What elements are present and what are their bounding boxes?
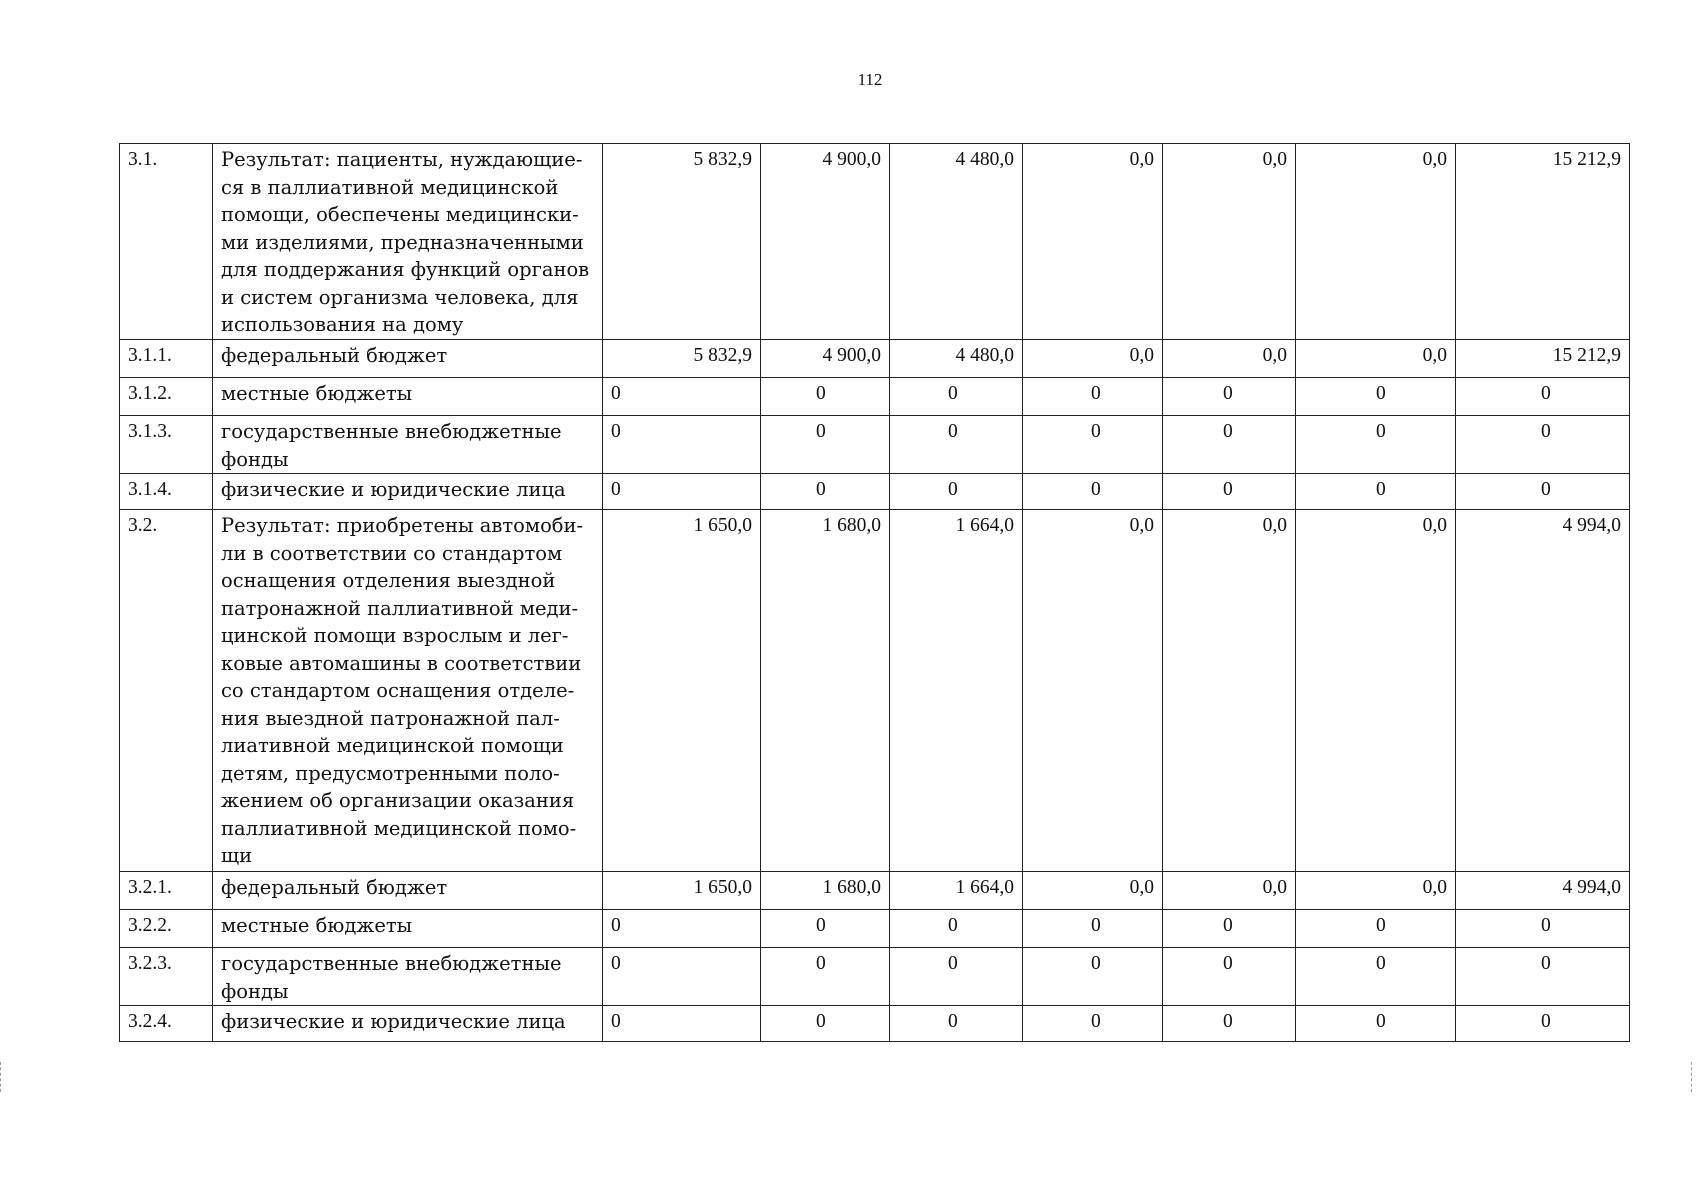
row-description: государственные внебюджетные фонды bbox=[213, 416, 603, 474]
value-cell: 0 bbox=[761, 1006, 890, 1042]
value-cell: 0,0 bbox=[1023, 872, 1163, 910]
value-cell: 0 bbox=[761, 948, 890, 1006]
value-cell: 0 bbox=[1456, 474, 1630, 510]
value-cell: 0 bbox=[603, 910, 761, 948]
value-cell: 0,0 bbox=[1023, 510, 1163, 872]
value-cell: 0 bbox=[1296, 378, 1456, 416]
value-cell: 0 bbox=[603, 378, 761, 416]
value-cell: 4 480,0 bbox=[890, 340, 1023, 378]
value-cell: 0 bbox=[1456, 378, 1630, 416]
row-number: 3.1.1. bbox=[120, 340, 213, 378]
value-cell: 4 900,0 bbox=[761, 340, 890, 378]
value-cell: 0 bbox=[1456, 948, 1630, 1006]
table-row bbox=[120, 378, 1630, 416]
row-number: 3.2.4. bbox=[120, 1006, 213, 1042]
page-number: 112 bbox=[857, 70, 883, 89]
value-cell: 0 bbox=[603, 416, 761, 474]
value-cell: 0 bbox=[890, 910, 1023, 948]
value-cell: 0,0 bbox=[1163, 340, 1296, 378]
value-cell: 0 bbox=[1296, 1006, 1456, 1042]
value-cell: 0 bbox=[761, 910, 890, 948]
row-description: государственные внебюджетные фонды bbox=[213, 948, 603, 1006]
value-cell: 0 bbox=[1296, 416, 1456, 474]
table-row bbox=[120, 510, 1630, 872]
value-cell: 0,0 bbox=[1163, 510, 1296, 872]
row-number: 3.2. bbox=[120, 510, 213, 872]
value-cell: 4 994,0 bbox=[1456, 510, 1630, 872]
value-cell: 0 bbox=[1163, 1006, 1296, 1042]
value-cell: 0 bbox=[1163, 910, 1296, 948]
table-row bbox=[120, 1006, 1630, 1042]
row-description: федеральный бюджет bbox=[213, 872, 603, 910]
row-number: 3.1. bbox=[120, 144, 213, 340]
value-cell: 0 bbox=[1456, 910, 1630, 948]
row-description: федеральный бюджет bbox=[213, 340, 603, 378]
value-cell: 0 bbox=[1296, 910, 1456, 948]
value-cell: 0,0 bbox=[1296, 510, 1456, 872]
table-row bbox=[120, 474, 1630, 510]
value-cell: 0 bbox=[761, 378, 890, 416]
value-cell: 0 bbox=[603, 948, 761, 1006]
value-cell: 0 bbox=[603, 1006, 761, 1042]
row-number: 3.2.3. bbox=[120, 948, 213, 1006]
row-description: местные бюджеты bbox=[213, 910, 603, 948]
row-description: местные бюджеты bbox=[213, 378, 603, 416]
row-number: 3.1.3. bbox=[120, 416, 213, 474]
value-cell: 1 664,0 bbox=[890, 872, 1023, 910]
table-row bbox=[120, 948, 1630, 1006]
row-number: 3.2.2. bbox=[120, 910, 213, 948]
value-cell: 0,0 bbox=[1163, 144, 1296, 340]
value-cell: 0 bbox=[890, 474, 1023, 510]
budget-table bbox=[119, 143, 1630, 1042]
value-cell: 15 212,9 bbox=[1456, 340, 1630, 378]
row-number: 3.1.2. bbox=[120, 378, 213, 416]
row-number: 3.2.1. bbox=[120, 872, 213, 910]
value-cell: 0 bbox=[761, 474, 890, 510]
value-cell: 4 900,0 bbox=[761, 144, 890, 340]
left-edge-mark bbox=[0, 1062, 7, 1092]
row-description: физические и юридические лица bbox=[213, 1006, 603, 1042]
value-cell: 0,0 bbox=[1296, 872, 1456, 910]
row-description: физические и юридические лица bbox=[213, 474, 603, 510]
value-cell: 0 bbox=[1023, 910, 1163, 948]
value-cell: 0 bbox=[1163, 948, 1296, 1006]
value-cell: 0 bbox=[761, 416, 890, 474]
value-cell: 4 480,0 bbox=[890, 144, 1023, 340]
row-description: Результат: приобретены автомоби-ли в соответствии со стандартом оснащения отделения выездной патронажной паллиативной меди-цинской помощи взрослым и лег-ковые автомашины в соответствии со стандартом оснащения отделе-ния выездной патронажной пал-лиативной медицинской помощи детям, предусмотренными поло-жением об организации оказания паллиативной медицинской помо-щи bbox=[213, 510, 603, 872]
value-cell: 0 bbox=[1023, 948, 1163, 1006]
table-row bbox=[120, 910, 1630, 948]
value-cell: 0 bbox=[890, 948, 1023, 1006]
value-cell: 1 680,0 bbox=[761, 872, 890, 910]
value-cell: 1 650,0 bbox=[603, 510, 761, 872]
value-cell: 0,0 bbox=[1023, 340, 1163, 378]
value-cell: 5 832,9 bbox=[603, 144, 761, 340]
value-cell: 0 bbox=[1296, 948, 1456, 1006]
value-cell: 0 bbox=[890, 1006, 1023, 1042]
value-cell: 0,0 bbox=[1163, 872, 1296, 910]
value-cell: 0 bbox=[1296, 474, 1456, 510]
table-row bbox=[120, 144, 1630, 340]
value-cell: 0,0 bbox=[1296, 340, 1456, 378]
value-cell: 0,0 bbox=[1296, 144, 1456, 340]
value-cell: 0 bbox=[1023, 378, 1163, 416]
row-description: Результат: пациенты, нуждающие-ся в паллиативной медицинской помощи, обеспечены медицински-ми изделиями, предназначенными для поддержания функций органов и систем организма человека, для использования на дому bbox=[213, 144, 603, 340]
value-cell: 0 bbox=[1023, 416, 1163, 474]
value-cell: 5 832,9 bbox=[603, 340, 761, 378]
value-cell: 0 bbox=[1163, 474, 1296, 510]
value-cell: 0 bbox=[1023, 474, 1163, 510]
value-cell: 0 bbox=[890, 378, 1023, 416]
value-cell: 4 994,0 bbox=[1456, 872, 1630, 910]
value-cell: 0 bbox=[1023, 1006, 1163, 1042]
table-row bbox=[120, 416, 1630, 474]
value-cell: 0 bbox=[1456, 1006, 1630, 1042]
value-cell: 1 680,0 bbox=[761, 510, 890, 872]
right-edge-mark bbox=[1691, 1062, 1697, 1092]
table-row bbox=[120, 340, 1630, 378]
value-cell: 1 650,0 bbox=[603, 872, 761, 910]
value-cell: 0 bbox=[1456, 416, 1630, 474]
value-cell: 0 bbox=[1163, 416, 1296, 474]
value-cell: 0 bbox=[890, 416, 1023, 474]
value-cell: 0 bbox=[1163, 378, 1296, 416]
value-cell: 0 bbox=[603, 474, 761, 510]
table-row bbox=[120, 872, 1630, 910]
value-cell: 1 664,0 bbox=[890, 510, 1023, 872]
value-cell: 15 212,9 bbox=[1456, 144, 1630, 340]
value-cell: 0,0 bbox=[1023, 144, 1163, 340]
row-number: 3.1.4. bbox=[120, 474, 213, 510]
